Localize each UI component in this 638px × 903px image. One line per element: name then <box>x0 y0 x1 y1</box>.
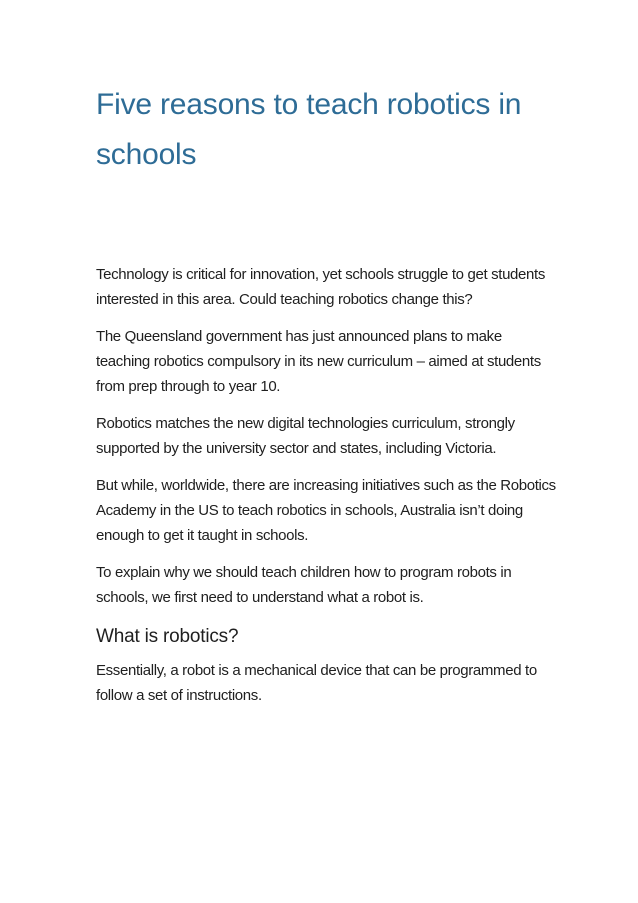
paragraph-queensland-plan: The Queensland government has just announced plans to make teaching robotics compulsory in its new curriculum – aimed at students from prep through to year 10. <box>96 328 541 395</box>
paragraph-technology-innovation: Technology is critical for innovation, yet schools struggle to get students interested in this area. Could teaching robotics change this? <box>96 266 546 308</box>
paragraph-global-initiatives: But while, worldwide, there are increasing initiatives such as the Robotics Academy in the US to teach robotics in schools, Australia isn’t doing enough to get it taught in schools. <box>96 477 556 544</box>
paragraph-robot-definition-intro: To explain why we should teach children how to program robots in schools, we first need to understand what a robot is. <box>96 564 512 606</box>
article-body <box>96 80 556 720</box>
paragraph-robot-definition: Essentially, a robot is a mechanical device that can be programmed to follow a set of instructions. <box>96 662 537 704</box>
title-spacer <box>96 180 556 262</box>
section-heading: What is robotics? <box>96 626 239 647</box>
article-title: Five reasons to teach robotics in schools <box>96 88 522 171</box>
paragraph-curriculum-support: Robotics matches the new digital technologies curriculum, strongly supported by the university sector and states, including Victoria. <box>96 415 515 457</box>
